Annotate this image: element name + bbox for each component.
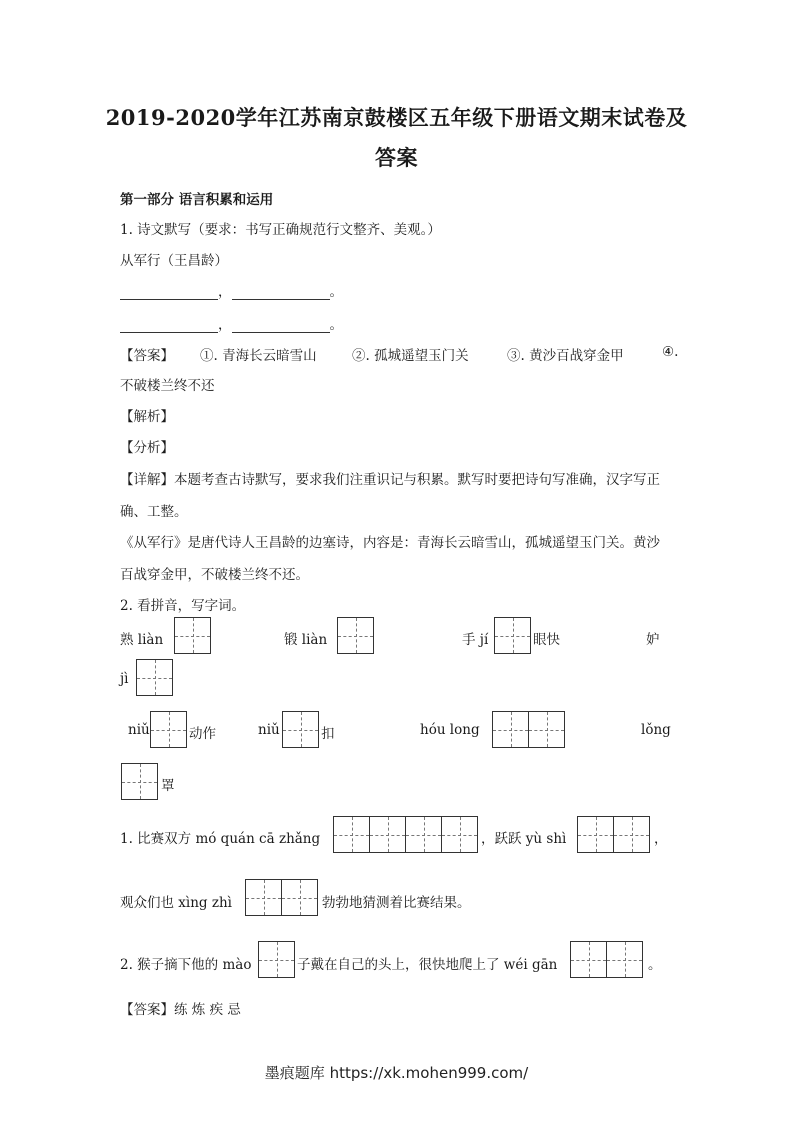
sentence-2-start: 2. 猴子摘下他的 mào	[120, 957, 252, 973]
grid-cell[interactable]	[245, 879, 282, 916]
grid-cell[interactable]	[258, 941, 295, 978]
text-du: 妒	[646, 632, 660, 648]
pinyin-ji: jì	[120, 671, 129, 687]
sentence-2-end: 。	[648, 957, 662, 973]
grid-cell[interactable]	[577, 816, 614, 853]
grid-cell[interactable]	[606, 941, 643, 978]
grid-cell[interactable]	[282, 711, 319, 748]
pinyin-hou-long: hóu long	[420, 722, 480, 738]
answer-blank	[120, 318, 218, 333]
writing-box[interactable]	[174, 617, 211, 654]
answer-item-3: ③. 黄沙百战穿金甲	[507, 348, 624, 364]
text-dongzuo: 动作	[189, 726, 216, 742]
pinyin-shou-ji: 手 jí	[462, 632, 489, 648]
grid-cell[interactable]	[281, 879, 318, 916]
grid-cell[interactable]	[136, 659, 173, 696]
pinyin-long: lǒng	[641, 722, 671, 738]
grid-cell[interactable]	[492, 711, 529, 748]
writing-box-2[interactable]	[570, 941, 643, 978]
q1-prompt: 1. 诗文默写（要求：书写正确规范行文整齐、美观。）	[120, 222, 441, 238]
writing-box[interactable]	[494, 617, 531, 654]
answer-item-4: ④.	[662, 344, 679, 360]
grid-cell[interactable]	[150, 711, 187, 748]
sentence-1-end: ，	[654, 831, 668, 847]
text-yankuai: 眼快	[533, 632, 560, 648]
text-zhao: 罩	[161, 778, 175, 794]
detail-text-2: 确、工整。	[120, 504, 188, 520]
grid-cell[interactable]	[613, 816, 650, 853]
sentence-1-line2-end: 勃勃地猜测着比赛结果。	[322, 895, 471, 911]
answer-continued: 不破楼兰终不还	[120, 378, 215, 394]
blank-line-1	[120, 280, 343, 300]
grid-cell[interactable]	[333, 816, 370, 853]
grid-cell[interactable]	[369, 816, 406, 853]
q1-poem-title: 从军行（王昌龄）	[120, 253, 228, 269]
answer-label: 【答案】	[120, 348, 174, 364]
period: 。	[329, 317, 343, 333]
grid-cell[interactable]	[405, 816, 442, 853]
answer-blank	[232, 318, 330, 333]
grid-cell[interactable]	[528, 711, 565, 748]
detail-text-3: 《从军行》是唐代诗人王昌龄的边塞诗，内容是：青海长云暗雪山，孤城遥望玉门关。黄沙	[120, 535, 660, 551]
writing-box-2[interactable]	[577, 816, 650, 853]
pinyin-shu-lian: 熟 liàn	[120, 632, 164, 648]
grid-cell[interactable]	[494, 617, 531, 654]
detail-text-1: 【详解】本题考查古诗默写，要求我们注重识记与积累。默写时要把诗句写准确，汉字写正	[120, 472, 660, 488]
answer-item-2: ②. 孤城遥望玉门关	[352, 348, 469, 364]
grid-cell[interactable]	[174, 617, 211, 654]
writing-box[interactable]	[282, 711, 319, 748]
detail-text-4: 百战穿金甲，不破楼兰终不还。	[120, 567, 309, 583]
answer-blank	[120, 285, 218, 300]
writing-box[interactable]	[136, 659, 173, 696]
blank-line-2	[120, 313, 343, 333]
text-kou: 扣	[321, 726, 335, 742]
sentence-2-mid: 子戴在自己的头上，很快地爬上了 wéi gān	[297, 957, 558, 973]
writing-box[interactable]	[150, 711, 187, 748]
sentence-1-start: 1. 比赛双方 mó quán cā zhǎng	[120, 831, 321, 847]
grid-cell[interactable]	[337, 617, 374, 654]
writing-box[interactable]	[492, 711, 565, 748]
grid-cell[interactable]	[121, 763, 158, 800]
sentence-1-mid: ，跃跃 yù shì	[481, 831, 567, 847]
period: 。	[329, 284, 343, 300]
writing-box[interactable]	[337, 617, 374, 654]
doc-title-line2: 答案	[375, 145, 418, 170]
doc-title-line1: 2019-2020学年江苏南京鼓楼区五年级下册语文期末试卷及	[105, 105, 688, 130]
writing-box[interactable]	[258, 941, 295, 978]
q2-answer: 【答案】练 炼 疾 忌	[120, 1002, 241, 1018]
grid-cell[interactable]	[441, 816, 478, 853]
pinyin-duan-lian: 锻 liàn	[284, 632, 328, 648]
pinyin-niu-2: niǔ	[258, 722, 280, 738]
q2-prompt: 2. 看拼音，写字词。	[120, 598, 246, 614]
answer-blank	[232, 285, 330, 300]
writing-box-4[interactable]	[333, 816, 478, 853]
writing-box[interactable]	[121, 763, 158, 800]
jiexi-label: 【解析】	[120, 409, 174, 425]
sentence-1-line2-start: 观众们也 xìng zhì	[120, 895, 232, 911]
section-heading: 第一部分 语言积累和运用	[120, 192, 274, 208]
comma: ，	[218, 317, 232, 333]
fenxi-label: 【分析】	[120, 440, 174, 456]
pinyin-niu-1: niǔ	[128, 722, 150, 738]
answer-item-1: ①. 青海长云暗雪山	[200, 348, 317, 364]
grid-cell[interactable]	[570, 941, 607, 978]
footer-watermark: 墨痕题库 https://xk.mohen999.com/	[264, 1064, 529, 1082]
comma: ，	[218, 284, 232, 300]
writing-box-2[interactable]	[245, 879, 318, 916]
